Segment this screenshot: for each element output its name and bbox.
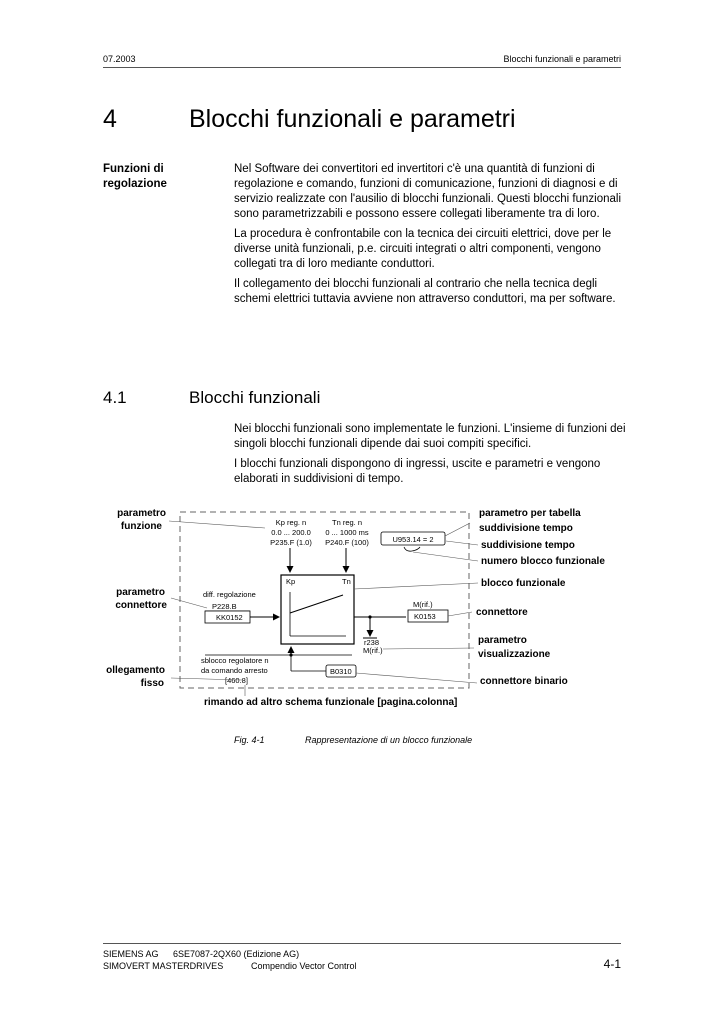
leader-visualizzazione xyxy=(383,648,474,649)
label-param-connettore-1: parametro xyxy=(116,587,165,598)
chapter-number: 4 xyxy=(103,105,117,133)
intro-paragraph: Il collegamento dei blocchi funzionali al contrario che nella tecnica degli schemi elettrici tuttavia avviene non attraverso conduttori, ma per software. xyxy=(234,278,616,305)
label-suddivisione: suddivisione tempo xyxy=(481,540,575,551)
kp-line2: 0.0 ... 200.0 xyxy=(271,528,311,537)
block-tn-label: Tn xyxy=(342,577,351,586)
footer-doc: Compendio Vector Control xyxy=(251,961,357,971)
tn-line3: P240.F (100) xyxy=(325,538,369,547)
input-connector: KK0152 xyxy=(216,613,243,622)
output-label: M(rif.) xyxy=(413,600,433,609)
header-title: Blocchi funzionali e parametri xyxy=(503,54,621,64)
page-number: 4-1 xyxy=(603,957,621,971)
label-rimando: rimando ad altro schema funzionale [pagina.colonna] xyxy=(204,697,458,708)
footer-product: SIMOVERT MASTERDRIVES xyxy=(103,961,224,971)
time-slot-value: U953.14 = 2 xyxy=(392,535,434,544)
kp-line3: P235.F (1.0) xyxy=(270,538,312,547)
leader-connettore-out xyxy=(448,612,472,616)
leader-funzione xyxy=(169,521,265,528)
label-param-vis-2: visualizzazione xyxy=(478,649,551,660)
leader-connettore xyxy=(171,598,207,608)
section-paragraph: Nei blocchi funzionali sono implementate le funzioni. L'insieme di funzioni dei singoli blocchi funzionali dipende dai suoi compiti specifici. xyxy=(234,423,626,450)
side-heading-line2: regolazione xyxy=(103,178,167,190)
caption-number: Fig. 4-1 xyxy=(234,735,265,745)
label-collegamento-1: ollegamento xyxy=(106,665,165,676)
visualization-param: r238 xyxy=(364,638,380,647)
release-line2: da comando arresto xyxy=(201,666,268,675)
release-line3: [460.8] xyxy=(225,676,248,685)
section-title: Blocchi funzionali xyxy=(189,388,321,407)
label-param-connettore-2: connettore xyxy=(115,600,167,611)
label-collegamento-2: fisso xyxy=(140,678,164,689)
label-numero-blocco: numero blocco funzionale xyxy=(481,556,605,567)
label-param-tabella-2: suddivisione tempo xyxy=(479,523,573,534)
section-paragraph: I blocchi funzionali dispongono di ingressi, uscite e parametri e vengono elaborati in suddivisioni di tempo. xyxy=(234,458,601,485)
section-text xyxy=(234,422,626,492)
binary-connector: B0310 xyxy=(330,667,352,676)
leader-binario xyxy=(356,673,477,683)
footer-rule xyxy=(103,943,621,944)
caption-text: Rappresentazione di un blocco funzionale xyxy=(305,735,473,745)
footer-order: 6SE7087-2QX60 (Edizione AG) xyxy=(173,949,300,959)
chapter-title: Blocchi funzionali e parametri xyxy=(189,105,516,133)
release-line1: sblocco regolatore n xyxy=(201,656,269,665)
label-blocco: blocco funzionale xyxy=(481,578,566,589)
label-param-funzione-2: funzione xyxy=(120,521,162,532)
tn-line2: 0 ... 1000 ms xyxy=(325,528,369,537)
label-connettore-binario: connettore binario xyxy=(480,676,568,687)
label-param-funzione-1: parametro xyxy=(117,508,166,519)
section-number: 4.1 xyxy=(103,388,127,407)
visualization-label: M(rif.) xyxy=(363,646,383,655)
label-param-vis-1: parametro xyxy=(478,635,527,646)
time-slot-brace xyxy=(404,547,420,551)
side-heading-line1: Funzioni di xyxy=(103,163,164,175)
header-rule xyxy=(103,67,621,68)
intro-paragraph: Nel Software dei convertitori ed invertitori c'è una quantità di funzioni di regolazione e comando, funzioni di comunicazione, funzioni di diagnosi e di servizio realizzate con l'ausilio di blocchi funzionali. Questi blocchi funzionali sono parametrizzabili e possono essere collegati liberamente tra di loro. xyxy=(234,163,622,220)
intro-paragraph: La procedura è confrontabile con la tecnica dei circuiti elettrici, dove per le diverse unità funzionali, p.e. circuiti integrati o altri componenti, vengono collegati tra di loro mediante conduttori. xyxy=(234,228,612,270)
output-connector: K0153 xyxy=(414,612,436,621)
leader-blocco xyxy=(354,583,478,589)
intro-text xyxy=(234,162,626,312)
input-label: diff. regolazione xyxy=(203,590,256,599)
side-heading xyxy=(103,162,213,192)
leader-tabella xyxy=(445,523,470,536)
block-kp-label: Kp xyxy=(286,577,296,586)
footer-company: SIEMENS AG xyxy=(103,949,159,959)
kp-line1: Kp reg. n xyxy=(275,518,307,527)
input-param: P228.B xyxy=(212,602,237,611)
tn-line1: Tn reg. n xyxy=(331,518,363,527)
label-connettore: connettore xyxy=(476,607,528,618)
header-date: 07.2003 xyxy=(103,54,136,64)
leader-numero xyxy=(413,552,478,561)
leader-suddivisione xyxy=(446,541,478,545)
function-block-figure xyxy=(0,495,724,720)
label-param-tabella-1: parametro per tabella xyxy=(479,508,581,519)
